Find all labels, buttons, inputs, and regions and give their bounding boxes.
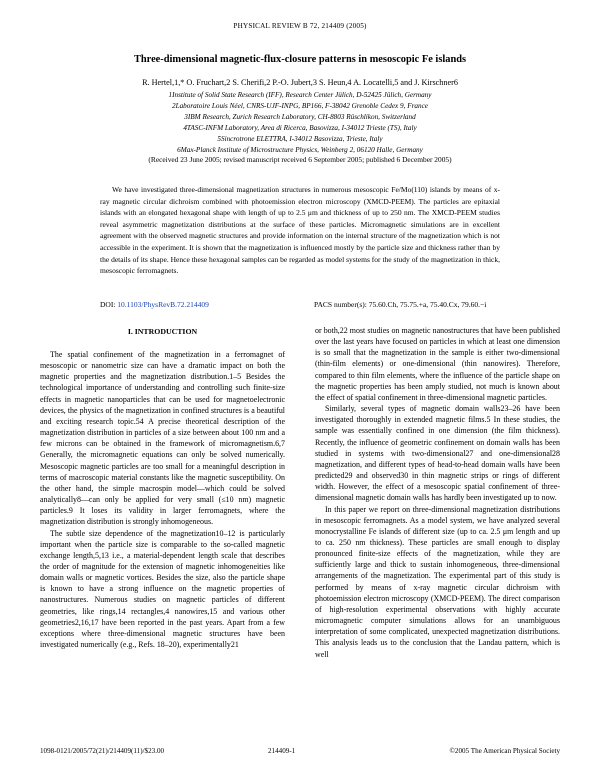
- paragraph: or both,22 most studies on magnetic nanostructures that have been published over the last years have focused on particles in which at least one dimension is so small that the magnetization in the sample is either two-dimensional (thin-film elements) or one-dimensional (thin nanowires). Therefore, compared to thin film elements, where the influence of the particle shape on the magnetic properties has been amply studied, not much is known about the effect of spatial confinement in three-dimensional magnetic particles.: [315, 326, 560, 402]
- affiliation: 4TASC-INFM Laboratory, Area di Ricerca, Basovizza, I-34012 Trieste (TS), Italy: [183, 123, 417, 132]
- affiliation-list: [40, 90, 560, 155]
- footer-page-number: 214409-1: [268, 747, 296, 755]
- affiliation: 1Institute of Solid State Research (IFF), Research Center Jülich, D-52425 Jülich, Germany: [168, 91, 432, 99]
- affiliation: 2Laboratoire Louis Néel, CNRS-UJF-INPG, BP166, F-38042 Grenoble Cedex 9, France: [172, 101, 428, 110]
- abstract: We have investigated three-dimensional magnetization structures in numerous mesoscopic Fe/Mo(110) islands by means of x-ray magnetic circular dichroism combined with photoemission electron microscopy (XMCD-PEEM). The particles are epitaxial islands with an elongated hexagonal shape with length of up to 2.5 μm and thickness of up to 250 nm. The XMCD-PEEM studies reveal asymmetric magnetization distributions at the surface of these particles. Micromagnetic simulations are in excellent agreement with the observed magnetic structures and provide information on the internal structure of the magnetization which is not accessible in the experiment. It is shown that the magnetization is influenced mostly by the particle size and thickness rather than by the details of its shape. Hence these hexagonal samples can be regarded as model systems for the study of the magnetization in thick, mesoscopic ferromagnets.: [100, 185, 500, 276]
- paragraph: In this paper we report on three-dimensional magnetization distributions in mesoscopic ferromagnets. As a model system, we have analyzed several monocrystalline Fe islands of different size (up to ca. 2.5 μm length and up to ca. 250 nm thickness). These particles are small enough to display pronounced finite-size effects of the magnetization, while they are sufficiently large and thick to sustain inhomogeneous, three-dimensional arrangements of the magnetization. The experimental part of this study is performed by means of x-ray magnetic circular dichroism with photoemission electron microscopy (XMCD-PEEM). The direct comparison of high-resolution experimental observations with highly accurate micromagnetic computer simulations allows for an unambiguous interpretation of some complicated, unexpected magnetization distributions. This analysis leads us to the conclusion that the Landau pattern, which is well: [315, 504, 560, 659]
- paragraph: The subtle size dependence of the magnetization10–12 is particularly important when the particle size is comparable to the so-called magnetic exchange length,5,13 i.e., a material-dependent length scale that describes the order of magnitude for the extension of magnetic inhomogeneities like domain walls or magnetic vortices. Besides the size, also the particle shape is known to have a strong influence on the magnetic properties of nanostructures. Numerous studies on magnetic particles of different geometries, like rings,14 rectangles,4 nanowires,15 and various other geometries2,16,17 have been reported in the past years. Apart from a few exceptions where three-dimensional magnetic structures have been investigated numerically (e.g., Refs. 18–20), experimentally21: [40, 528, 285, 650]
- section-heading: I. INTRODUCTION: [127, 327, 198, 336]
- author-list: R. Hertel,1,* O. Fruchart,2 S. Cherifi,2 P.-O. Jubert,3 S. Heun,4 A. Locatelli,5 and J. Kirschner6: [142, 78, 458, 87]
- affiliation: 6Max-Planck Institute of Microstructure Physics, Weinberg 2, 06120 Halle, Germany: [177, 145, 423, 154]
- footer-issn: 1098-0121/2005/72(21)/214409(11)/$23.00: [40, 747, 165, 755]
- left-column: [40, 349, 285, 650]
- doi-line: [100, 300, 209, 309]
- doi-link[interactable]: 10.1103/PhysRevB.72.214409: [117, 300, 209, 309]
- doi-label: DOI:: [100, 300, 116, 309]
- paragraph: The spatial confinement of the magnetization in a ferromagnet of mesoscopic or nanometric size can have a dramatic impact on both the magnetic properties and the magnetization distribution.1–5 Besides the technological importance of understanding and controlling such finite-size effects in magnetic nanoparticles that can be used for magnetoelectronic devices, the physics of the magnetization in confined structures is a beautiful and exciting research topic.54 A precise theoretical description of the magnetization distribution in particles of a size between about 100 nm and a few microns can be obtained in the framework of micromagnetism.6,7 Generally, the micromagnetic equations can only be solved numerically. Mesoscopic magnetic particles are too small for a meaningful description in terms of macroscopic material constants like the magnetic susceptibility. On the other hand, the simple macrospin model—which could be solved analytically8—can only be applied for very small (≤10 nm) magnetic particles.9 It loses its validity in larger ferromagnets, where the magnetization distribution is strongly inhomogeneous.: [40, 350, 285, 527]
- affiliation: 5Sincrotrone ELETTRA, I-34012 Basovizza, Trieste, Italy: [217, 134, 383, 143]
- paragraph: Similarly, several types of magnetic domain walls23–26 have been investigated thoroughly in extended magnetic films.5 In these studies, the sample was essentially confined in one dimension (the film thickness). Recently, the influence of geometric confinement on domain walls has been studied in systems with two-dimensional27 and one-dimensional28 magnetization, and different types of head-to-head domain walls have been predicted29 and observed30 in thin magnetic strips or rings of different width. However, the effect of a mesoscopic spatial confinement of three-dimensional magnetic domain walls has hardly been investigated up to now.: [315, 404, 560, 503]
- affiliation: 3IBM Research, Zurich Research Laboratory, CH-8803 Rüschlikon, Switzerland: [184, 112, 416, 121]
- pacs-numbers: PACS number(s): 75.60.Ch, 75.75.+a, 75.40.Cx, 79.60.−i: [314, 300, 487, 309]
- journal-header: PHYSICAL REVIEW B 72, 214409 (2005): [233, 22, 367, 30]
- footer-copyright: ©2005 The American Physical Society: [449, 747, 560, 755]
- received-dates: (Received 23 June 2005; revised manuscript received 6 September 2005; published 6 December 2005): [148, 155, 452, 164]
- paper-title: Three-dimensional magnetic-flux-closure patterns in mesoscopic Fe islands: [133, 54, 467, 65]
- right-column: [315, 325, 560, 660]
